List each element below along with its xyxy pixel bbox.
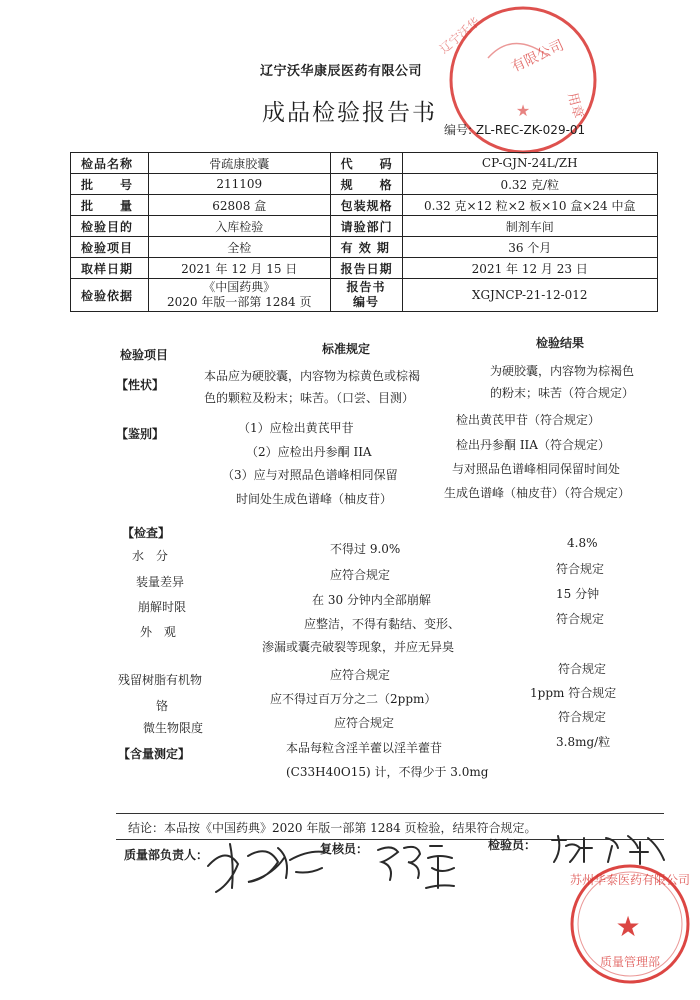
ident-std-3a: （3）应与对照品色谱峰相同保留 xyxy=(222,468,398,482)
svg-text:质量管理部: 质量管理部 xyxy=(599,955,661,969)
water-std: 不得过 9.0% xyxy=(330,542,401,556)
qa-manager-label: 质量部负责人： xyxy=(124,848,209,862)
ident-std-3b: 时间处生成色谱峰（柚皮苷） xyxy=(236,492,393,506)
dept-value: 制剂车间 xyxy=(402,216,658,237)
report-date-label: 报告日期 xyxy=(330,258,402,279)
svg-text:有限公司: 有限公司 xyxy=(508,37,567,76)
svg-text:★: ★ xyxy=(515,101,531,120)
assay-std-2: (C33H40O15) 计，不得少于 3.0mg xyxy=(286,765,489,779)
ident-res-3b: 生成色谱峰（柚皮苷）（符合规定） xyxy=(444,486,631,500)
items-label: 检验项目 xyxy=(71,237,149,258)
spec-label: 规 格 xyxy=(330,174,402,195)
disint-label: 崩解时限 xyxy=(138,600,187,614)
ident-std-1: （1）应检出黄芪甲苷 xyxy=(238,421,354,435)
fill-label: 装量差异 xyxy=(136,575,185,589)
micro-std: 应符合规定 xyxy=(334,716,395,730)
water-label: 水 分 xyxy=(132,549,172,563)
inspector-label: 检验员： xyxy=(488,838,537,852)
pack-label: 包装规格 xyxy=(330,195,402,216)
inspection-label: 【检查】 xyxy=(122,526,171,540)
assay-res: 3.8mg/粒 xyxy=(556,735,611,749)
validity-label: 有 效 期 xyxy=(330,237,402,258)
basis-line-2: 2020 年版一部第 1284 页 xyxy=(166,295,312,309)
report-no-label xyxy=(330,279,402,312)
conclusion-top-rule xyxy=(116,813,664,814)
appearance-res: 符合规定 xyxy=(556,612,605,626)
purpose-label: 检验目的 xyxy=(71,216,149,237)
report-no-label-1: 报告书 xyxy=(346,280,386,294)
ident-res-2: 检出丹参酮 IIA（符合规定） xyxy=(456,438,610,452)
character-std-1: 本品应为硬胶囊，内容物为棕黄色或棕褐 xyxy=(204,369,421,383)
product-value: 骨疏康胶囊 xyxy=(148,153,330,174)
appearance-std-1: 应整洁，不得有黏结、变形、 xyxy=(304,617,461,631)
batch-value: 211109 xyxy=(148,174,330,195)
company-name: 辽宁沃华康辰医药有限公司 xyxy=(260,64,423,79)
product-label: 检品名称 xyxy=(71,153,149,174)
col-result-header: 检验结果 xyxy=(536,336,585,350)
ident-res-1: 检出黄芪甲苷（符合规定） xyxy=(456,413,601,427)
character-std-2: 色的颗粒及粉末；味苦。（口尝、目测） xyxy=(204,391,415,405)
ident-std-2: （2）应检出丹参酮 IIA xyxy=(246,445,372,459)
basis-value xyxy=(148,279,330,312)
report-date-value: 2021 年 12 月 23 日 xyxy=(402,258,658,279)
batch-label: 批 号 xyxy=(71,174,149,195)
report-info-table xyxy=(70,152,658,312)
spec-value: 0.32 克/粒 xyxy=(402,174,658,195)
fill-res: 符合规定 xyxy=(556,562,605,576)
purpose-value: 入库检验 xyxy=(148,216,330,237)
items-value: 全检 xyxy=(148,237,330,258)
chrome-res: 1ppm 符合规定 xyxy=(530,686,617,700)
micro-label: 微生物限度 xyxy=(143,721,204,735)
ident-res-3a: 与对照品色谱峰相同保留时间处 xyxy=(452,462,621,476)
report-title: 成品检验报告书 xyxy=(262,100,437,126)
basis-line-1: 《中国药典》 xyxy=(203,280,276,294)
water-res: 4.8% xyxy=(567,536,598,550)
sample-date-label: 取样日期 xyxy=(71,258,149,279)
identification-label: 【鉴别】 xyxy=(116,427,165,441)
fill-std: 应符合规定 xyxy=(330,568,391,582)
chrome-std: 应不得过百万分之二（2ppm） xyxy=(270,692,437,706)
code-value: CP-GJN-24L/ZH xyxy=(402,153,658,174)
svg-text:辽宁沃华: 辽宁沃华 xyxy=(436,14,483,57)
assay-std-1: 本品每粒含淫羊藿以淫羊藿苷 xyxy=(286,741,443,755)
qty-label: 批 量 xyxy=(71,195,149,216)
report-no-label-2: 编号 xyxy=(353,295,380,309)
svg-text:苏州华泰医药有限公司: 苏州华泰医药有限公司 xyxy=(569,873,691,887)
character-res-2: 的粉末；味苦（符合规定） xyxy=(490,386,635,400)
svg-text:用章: 用章 xyxy=(564,91,586,121)
reviewer-signature xyxy=(372,838,462,894)
col-item-header: 检验项目 xyxy=(120,348,169,362)
resin-label-2: 铬 xyxy=(156,699,169,713)
reviewer-label: 复核员： xyxy=(320,842,369,856)
character-label: 【性状】 xyxy=(116,378,165,392)
qty-value: 62808 盒 xyxy=(148,195,330,216)
resin-std: 应符合规定 xyxy=(330,668,391,682)
disint-res: 15 分钟 xyxy=(556,587,600,601)
sample-date-value: 2021 年 12 月 15 日 xyxy=(148,258,330,279)
character-res-1: 为硬胶囊，内容物为棕褐色 xyxy=(490,364,635,378)
disint-std: 在 30 分钟内全部崩解 xyxy=(312,593,431,607)
resin-label-1: 残留树脂有机物 xyxy=(118,673,203,687)
dept-label: 请验部门 xyxy=(330,216,402,237)
qa-department-seal xyxy=(566,854,696,994)
qa-manager-signature xyxy=(200,826,340,896)
assay-label: 【含量测定】 xyxy=(118,747,191,761)
pack-value: 0.32 克×12 粒×2 板×10 盒×24 中盒 xyxy=(402,195,658,216)
svg-text:★: ★ xyxy=(615,910,641,943)
resin-res: 符合规定 xyxy=(558,662,607,676)
code-label: 代 码 xyxy=(330,153,402,174)
micro-res: 符合规定 xyxy=(558,710,607,724)
conclusion: 结论：本品按《中国药典》2020 年版一部第 1284 页检验，结果符合规定。 xyxy=(128,821,537,835)
appearance-label: 外 观 xyxy=(140,625,180,639)
validity-value: 36 个月 xyxy=(402,237,658,258)
basis-label: 检验依据 xyxy=(71,279,149,312)
appearance-std-2: 渗漏或囊壳破裂等现象，并应无异臭 xyxy=(262,640,455,654)
document-number: 编号: ZL-REC-ZK-029-01 xyxy=(444,123,586,137)
col-standard-header: 标准规定 xyxy=(322,342,371,356)
report-no-value: XGJNCP-21-12-012 xyxy=(402,279,658,312)
